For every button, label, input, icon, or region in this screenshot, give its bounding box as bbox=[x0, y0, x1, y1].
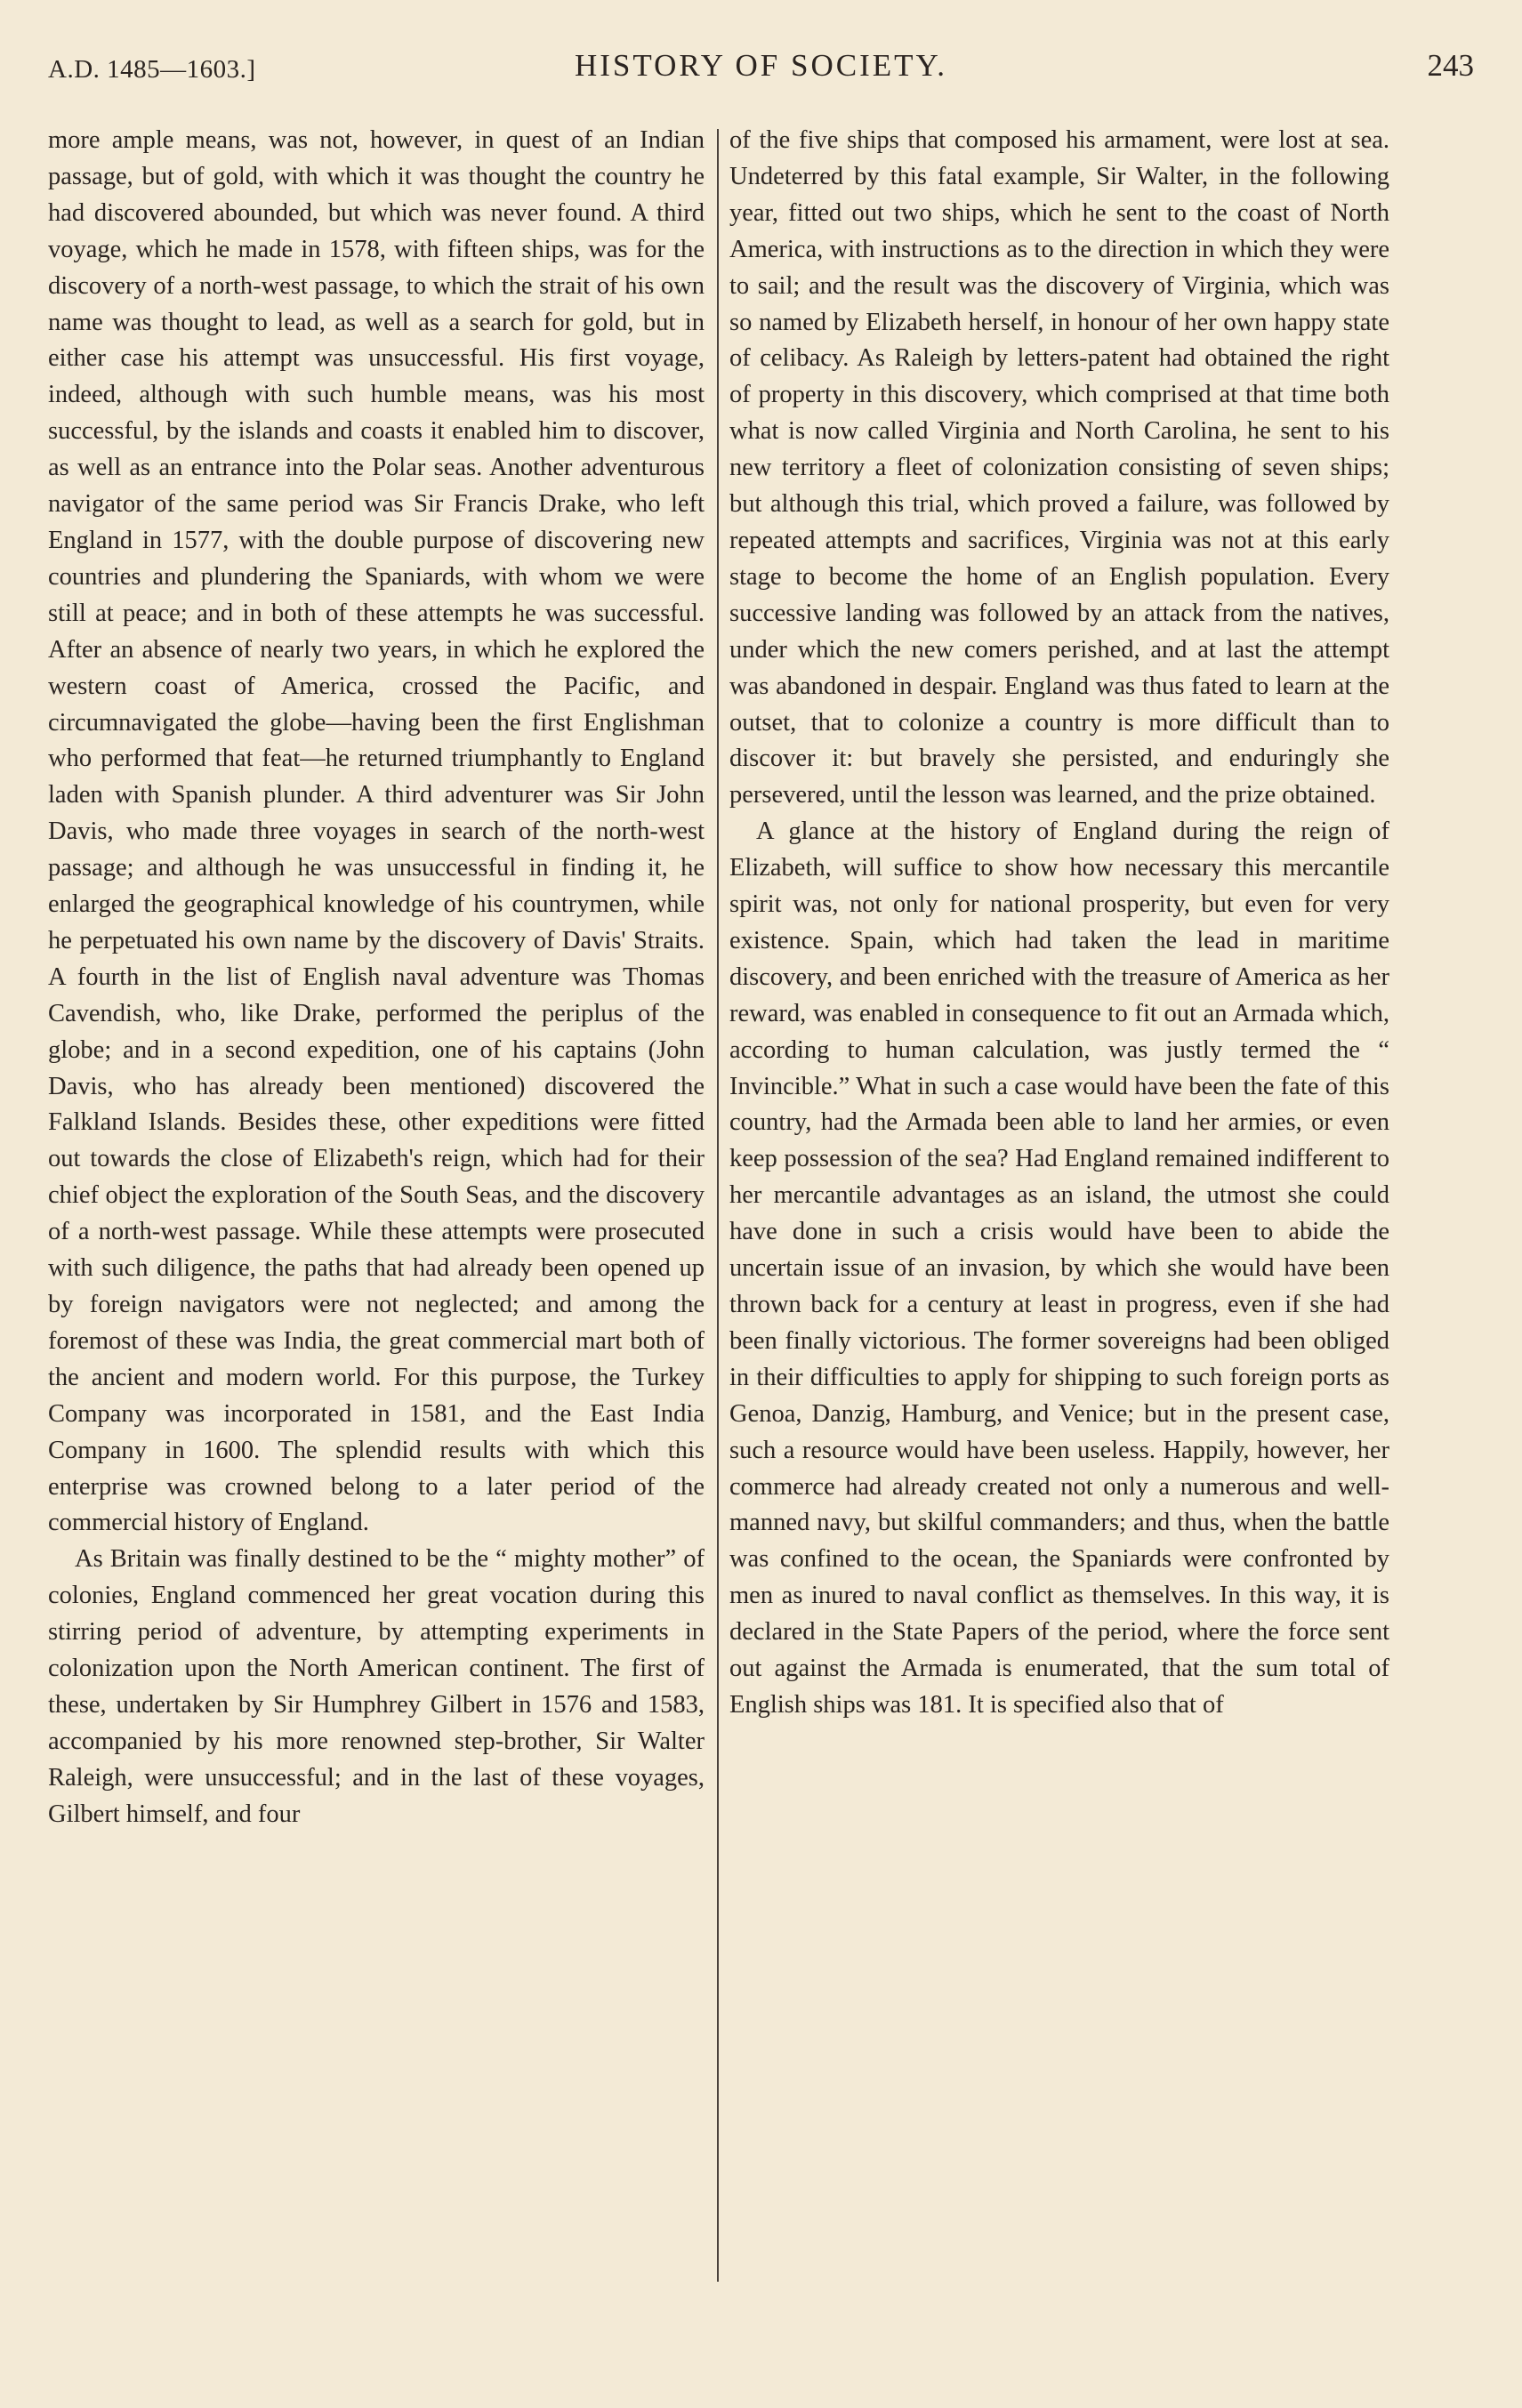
column-divider bbox=[717, 129, 719, 2282]
date-range-header: A.D. 1485—1603.] bbox=[48, 55, 256, 84]
left-paragraph-1: more ample means, was not, however, in quest of an Indian passage, but of gold, with which it was thought the country he had discovered abounded, but which was never found. A third voyage, which he made in 1578, with fifteen ships, was for the discovery of a north-west passage, to which the strait of his own name was thought to lead, as well as a search for gold, but in either case his attempt was unsuccessful. His first voyage, indeed, although with such humble means, was his most successful, by the islands and coasts it enabled him to discover, as well as an entrance into the Polar seas. Another adventurous navigator of the same period was Sir Francis Drake, who left England in 1577, with the double purpose of discovering new countries and plundering the Spaniards, with whom we were still at peace; and in both of these attempts he was successful. After an absence of nearly two years, in which he explored the western coast of America, crossed the Pacific, and circumnavigated the globe—having been the first Englishman who performed that feat—he returned triumphantly to England laden with Spanish plunder. A third adventurer was Sir John Davis, who made three voyages in search of the north-west passage; and although he was unsuccessful in finding it, he enlarged the geographical knowledge of his countrymen, while he perpetuated his own name by the discovery of Davis' Straits. A fourth in the list of English naval adventure was Thomas Cavendish, who, like Drake, performed the periplus of the globe; and in a second expedition, one of his captains (John Davis, who has already been mentioned) discovered the Falkland Islands. Besides these, other expeditions were fitted out towards the close of Elizabeth's reign, which had for their chief object the exploration of the South Seas, and the discovery of a north-west passage. While these attempts were prosecuted with such diligence, the paths that had already been opened up by foreign navigators were not neglected; and among the foremost of these was India, the great commercial mart both of the ancient and modern world. For this purpose, the Turkey Company was incorporated in 1581, and the East India Company in 1600. The splendid results with which this enterprise was crowned belong to a later period of the commercial history of England. bbox=[48, 126, 705, 1537]
right-paragraph-1: of the five ships that composed his armament, were lost at sea. Undeterred by this fatal example, Sir Walter, in the following year, fitted out two ships, which he sent to the coast of North America, with instructions as to the direction in which they were to sail; and the result was the discovery of Virginia, which was so named by Elizabeth herself, in honour of her own happy state of celibacy. As Raleigh by letters-patent had obtained the right of property in this discovery, which comprised at that time both what is now called Virginia and North Carolina, he sent to his new territory a fleet of colonization consisting of seven ships; but although this trial, which proved a failure, was followed by repeated attempts and sacrifices, Virginia was not at this early stage to become the home of an English population. Every successive landing was followed by an attack from the natives, under which the new comers perished, and at last the attempt was abandoned in despair. England was thus fated to learn at the outset, that to colonize a country is more difficult than to discover it: but bravely she persisted, and enduringly she persevered, until the lesson was learned, and the prize obtained. bbox=[729, 126, 1389, 809]
left-column bbox=[48, 123, 705, 1833]
left-paragraph-2: As Britain was finally destined to be the “ mighty mother” of colonies, England commenced her great vocation during this stirring period of adventure, by attempting experiments in colonization upon the North American continent. The first of these, undertaken by Sir Humphrey Gilbert in 1576 and 1583, accompanied by his more renowned step-brother, Sir Walter Raleigh, were unsuccessful; and in the last of these voyages, Gilbert himself, and four bbox=[48, 1545, 705, 1828]
running-head bbox=[48, 46, 1474, 85]
page-number: 243 bbox=[1427, 48, 1474, 83]
right-column bbox=[729, 123, 1389, 1724]
right-paragraph-2: A glance at the history of England during the reign of Elizabeth, will suffice to show how necessary this mercantile spirit was, not only for national prosperity, but even for very existence. Spain, which had taken the lead in maritime discovery, and been enriched with the treasure of America as her reward, was enabled in consequence to fit out an Armada which, according to human calculation, was justly termed the “ Invincible.” What in such a case would have been the fate of this country, had the Armada been able to land her armies, or even keep possession of the sea? Had England remained indifferent to her mercantile advantages as an island, the utmost she could have done in such a crisis would have been to abide the uncertain issue of an invasion, by which she would have been thrown back for a century at least in progress, even if she had been finally victorious. The former sovereigns had been obliged in their difficulties to apply for shipping to such foreign ports as Genoa, Danzig, Hamburg, and Venice; but in the present case, such a resource would have been useless. Happily, however, her commerce had already created not only a numerous and well-manned navy, but skilful commanders; and thus, when the battle was confined to the ocean, the Spaniards were confronted by men as inured to naval conflict as themselves. In this way, it is declared in the State Papers of the period, where the force sent out against the Armada is enumerated, that the sum total of English ships was 181. It is specified also that of bbox=[729, 817, 1389, 1719]
section-title: HISTORY OF SOCIETY. bbox=[574, 48, 948, 83]
